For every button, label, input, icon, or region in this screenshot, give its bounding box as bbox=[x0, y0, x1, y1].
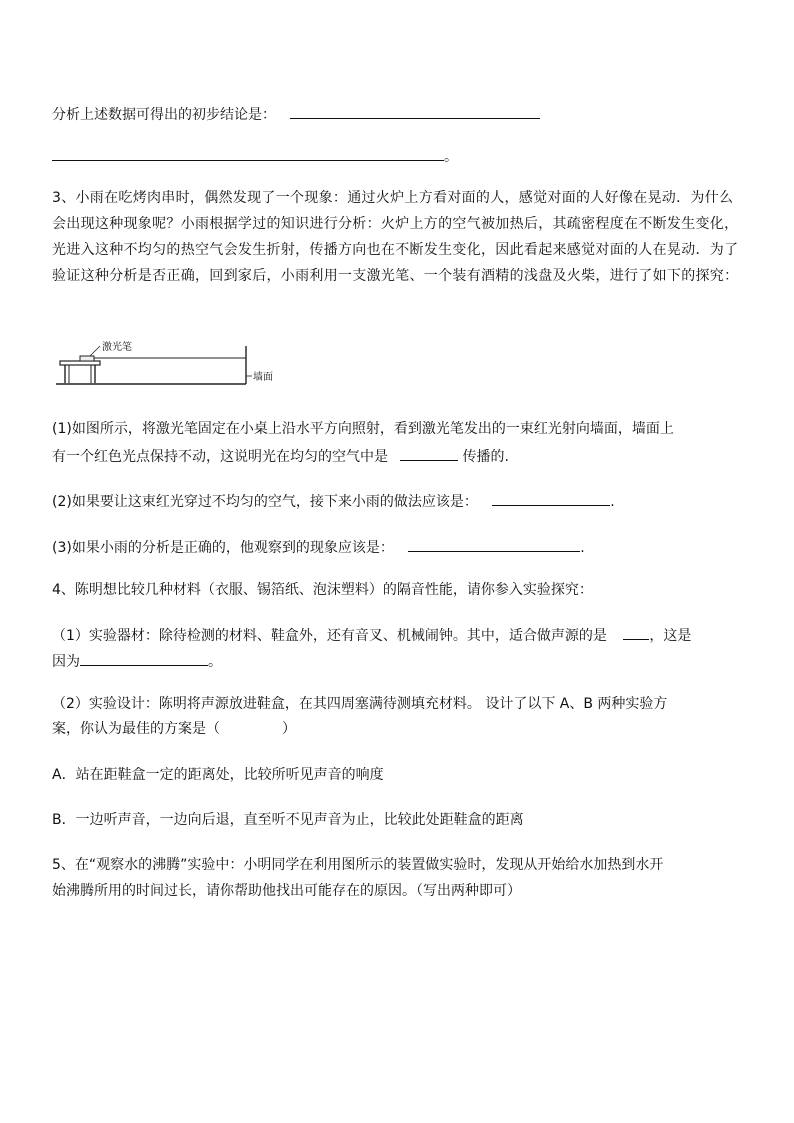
q3-sub1-blank[interactable] bbox=[400, 446, 458, 461]
q4-sub1-text-a: （1）实验器材：除待检测的材料、鞋盒外，还有音叉、机械闹钟。其中，适合做声源的是 bbox=[52, 628, 607, 644]
q2-answer-blank-1[interactable] bbox=[290, 104, 540, 119]
q4-sub2-close: ） bbox=[282, 721, 296, 737]
q2-answer-blank-2[interactable] bbox=[52, 146, 444, 161]
q3-sub2-blank[interactable] bbox=[492, 491, 610, 506]
q4-intro: 4、陈明想比较几种材料（衣服、锡箔纸、泡沫塑料）的隔音性能，请你参入实验探究： bbox=[52, 582, 593, 598]
q4-sub1-blank-2[interactable] bbox=[80, 651, 208, 666]
q2-answer-line-2 bbox=[52, 146, 458, 166]
q3-sub1-line-a: (1)如图所示，将激光笔固定在小桌上沿水平方向照射，看到激光笔发出的一束红光射向墙面，墙面上 bbox=[52, 421, 674, 437]
q3-sub3-line bbox=[52, 537, 585, 557]
q3-sub1-text-b: 有一个红色光点保持不动，这说明光在均匀的空气中是 bbox=[52, 449, 388, 465]
q4-option-b: B．一边听声音，一边向后退，直至听不见声音为止，比较此处距鞋盒的距离 bbox=[52, 812, 524, 828]
q2-conclusion-line bbox=[52, 104, 540, 124]
q3-sub2-end: . bbox=[610, 494, 615, 510]
table-top bbox=[60, 361, 100, 365]
q4-option-a: A．站在距鞋盒一定的距离处，比较所听见声音的响度 bbox=[52, 767, 384, 783]
q5-line-b: 始沸腾所用的时间过长，请你帮助他找出可能存在的原因。（写出两种即可） bbox=[52, 883, 521, 899]
laser-experiment-figure bbox=[56, 336, 316, 394]
q4-sub1-text-b: ，这是 bbox=[649, 628, 692, 644]
q4-sub1-text-c: 因为 bbox=[52, 654, 80, 670]
q5-line-a: 5、在“观察水的沸腾”实验中：小明同学在利用图所示的装置做实验时，发现从开始给水加热到水开 bbox=[52, 857, 664, 873]
q3-sub3-text: (3)如果小雨的分析是正确的，他观察到的现象应该是： bbox=[52, 540, 394, 556]
laser-label-leader bbox=[90, 346, 100, 356]
q4-sub1-blank-1[interactable] bbox=[623, 625, 649, 640]
q3-sub2-text: (2)如果要让这束红光穿过不均匀的空气，接下来小雨的做法应该是： bbox=[52, 494, 478, 510]
q3-sub2-line bbox=[52, 491, 615, 511]
q2-end-mark: 。 bbox=[444, 149, 458, 165]
q3-sub1-line-b bbox=[52, 446, 509, 466]
q2-conclusion-label: 分析上述数据可得出的初步结论是： bbox=[52, 107, 276, 123]
q3-intro: 3、小雨在吃烤肉串时，偶然发现了一个现象：通过火炉上方看对面的人，感觉对面的人好像在晃动．为什么会出现这种现象呢？小雨根据学过的知识进行分析：火炉上方的空气被加热后，其疏密程度在不断发生变化，光进入这种不均匀的热空气会发生折射，传播方向也在不断发生变化，因此看起来感觉对面的人在晃动．为了验证这种分析是否正确，回到家后，小雨利用一支激光笔、一个装有酒精的浅盘及火柴，进行了如下的探究： bbox=[52, 190, 739, 284]
laser-label: 激光笔 bbox=[102, 342, 132, 353]
q4-sub1-line-b bbox=[52, 651, 222, 671]
q3-sub3-blank[interactable] bbox=[408, 537, 580, 552]
q4-sub2-line-a: （2）实验设计：陈明将声源放进鞋盒，在其四周塞满待测填充材料。 设计了以下 A、B 两种实验方 bbox=[52, 696, 668, 712]
q4-sub2-line-b bbox=[52, 720, 296, 738]
wall-label: 墙面 bbox=[253, 372, 273, 383]
q4-sub2-text-b: 案，你认为最佳的方案是（ bbox=[52, 721, 220, 737]
laser-pen bbox=[80, 356, 94, 361]
q4-sub1-line-a bbox=[52, 625, 691, 645]
q3-sub1-text-c: 传播的. bbox=[462, 449, 509, 465]
q4-sub1-end: 。 bbox=[208, 654, 222, 670]
q3-sub3-end: . bbox=[580, 540, 585, 556]
